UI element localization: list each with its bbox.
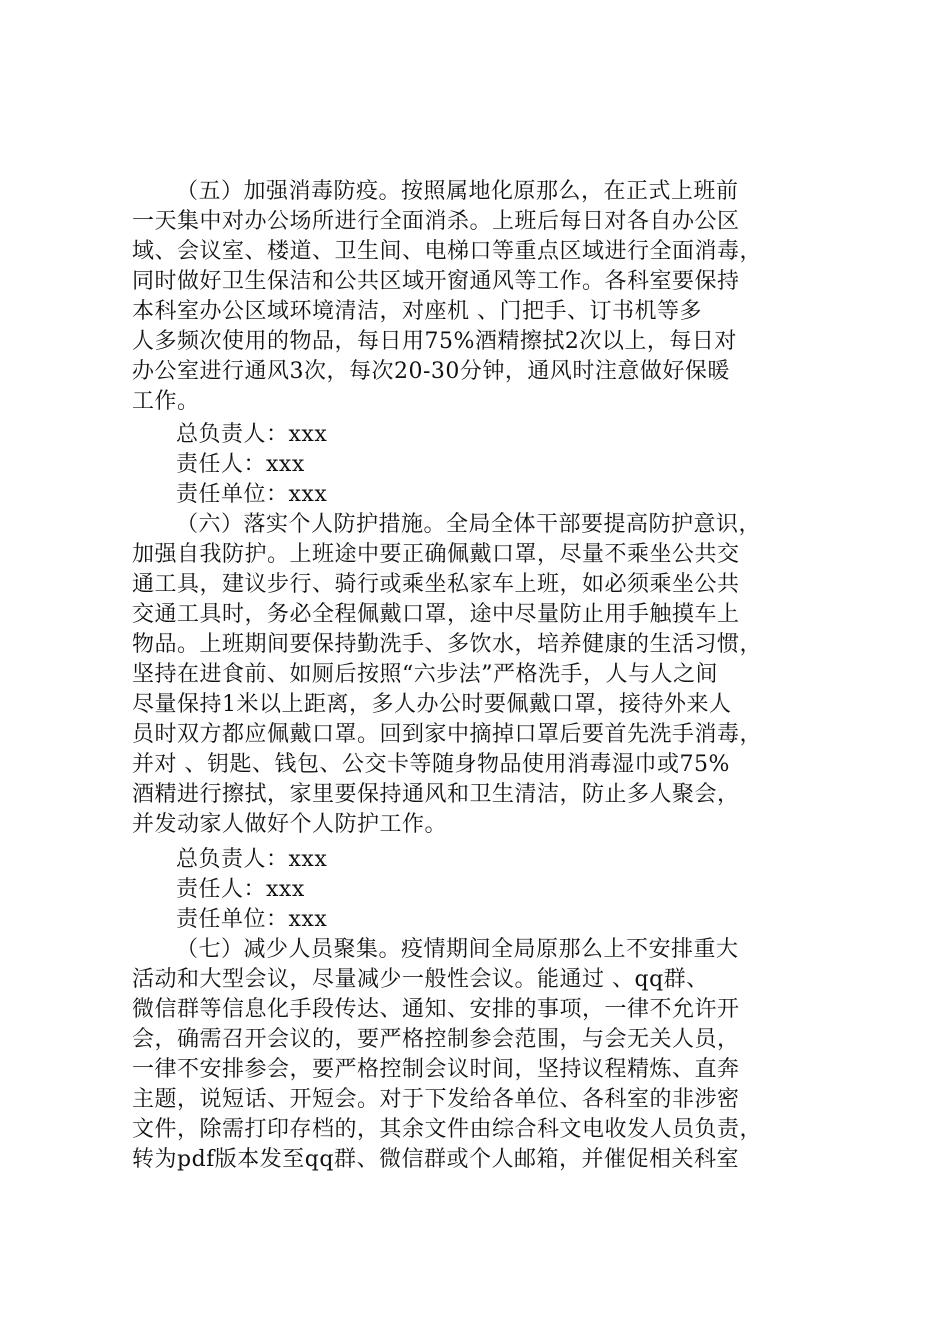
text-line: 通工具，建议步行、骑行或乘坐私家车上班，如必须乘坐公共	[132, 572, 740, 597]
responsible-line: 责任单位：xxx	[176, 907, 328, 932]
responsible-line: 责任单位：xxx	[176, 482, 328, 507]
text-line: 会，确需召开会议的，要严格控制参会范围，与会无关人员，	[132, 1027, 740, 1052]
text-line: 转为pdf版本发至qq群、微信群或个人邮箱，并催促相关科室	[132, 1147, 739, 1172]
text-line: 主题，说短话、开短会。对于下发给各单位、各科室的非涉密	[132, 1087, 740, 1112]
text-line: 一律不安排参会，要严格控制会议时间，坚持议程精炼、直奔	[132, 1057, 740, 1082]
responsible-line: 责任人：xxx	[176, 877, 305, 902]
text-line: 尽量保持1米以上距离，多人办公时要佩戴口罩，接待外来人	[132, 692, 732, 717]
text-line: 文件，除需打印存档的，其余文件由综合科文电收发人员负责，	[132, 1117, 763, 1142]
text-line: 加强自我防护。上班途中要正确佩戴口罩，尽量不乘坐公共交	[132, 542, 740, 567]
text-line: 微信群等信息化手段传达、通知、安排的事项，一律不允许开	[132, 997, 740, 1022]
responsible-line: 总负责人：xxx	[176, 847, 328, 872]
text-line: （七）减少人员聚集。疫情期间全局原那么上不安排重大	[176, 937, 739, 962]
text-line: 一天集中对办公场所进行全面消杀。上班后每日对各自办公区	[132, 209, 740, 234]
responsible-line: 总负责人：xxx	[176, 422, 328, 447]
text-line: 本科室办公区域环境清洁，对座机 、门把手、订书机等多	[132, 299, 702, 324]
text-line: （五）加强消毒防疫。按照属地化原那么，在正式上班前	[176, 179, 739, 204]
text-line: 人多频次使用的物品，每日用75%酒精擦拭2次以上，每日对	[132, 329, 737, 354]
text-line: 物品。上班期间要保持勤洗手、多饮水，培养健康的生活习惯，	[132, 632, 763, 657]
text-line: 员时双方都应佩戴口罩。回到家中摘掉口罩后要首先洗手消毒，	[132, 722, 763, 747]
text-line: （六）落实个人防护措施。全局全体干部要提高防护意识，	[176, 512, 762, 537]
text-line: 并发动家人做好个人防护工作。	[132, 812, 448, 837]
text-line: 工作。	[132, 389, 200, 414]
text-line: 办公室进行通风3次，每次20-30分钟，通风时注意做好保暖	[132, 359, 730, 384]
text-line: 并对 、钥匙、钱包、公交卡等随身物品使用消毒湿巾或75%	[132, 752, 730, 777]
text-line: 酒精进行擦拭，家里要保持通风和卫生清洁，防止多人聚会，	[132, 782, 740, 807]
text-line: 坚持在进食前、如厕后按照“六步法”严格洗手，人与人之间	[132, 662, 718, 687]
text-line: 活动和大型会议，尽量减少一般性会议。能通过 、qq群、	[132, 967, 709, 992]
text-line: 交通工具时，务必全程佩戴口罩，途中尽量防止用手触摸车上	[132, 602, 740, 627]
text-line: 同时做好卫生保洁和公共区域开窗通风等工作。各科室要保持	[132, 269, 740, 294]
text-line: 域、会议室、楼道、卫生间、电梯口等重点区域进行全面消毒，	[132, 239, 763, 264]
responsible-line: 责任人：xxx	[176, 452, 305, 477]
